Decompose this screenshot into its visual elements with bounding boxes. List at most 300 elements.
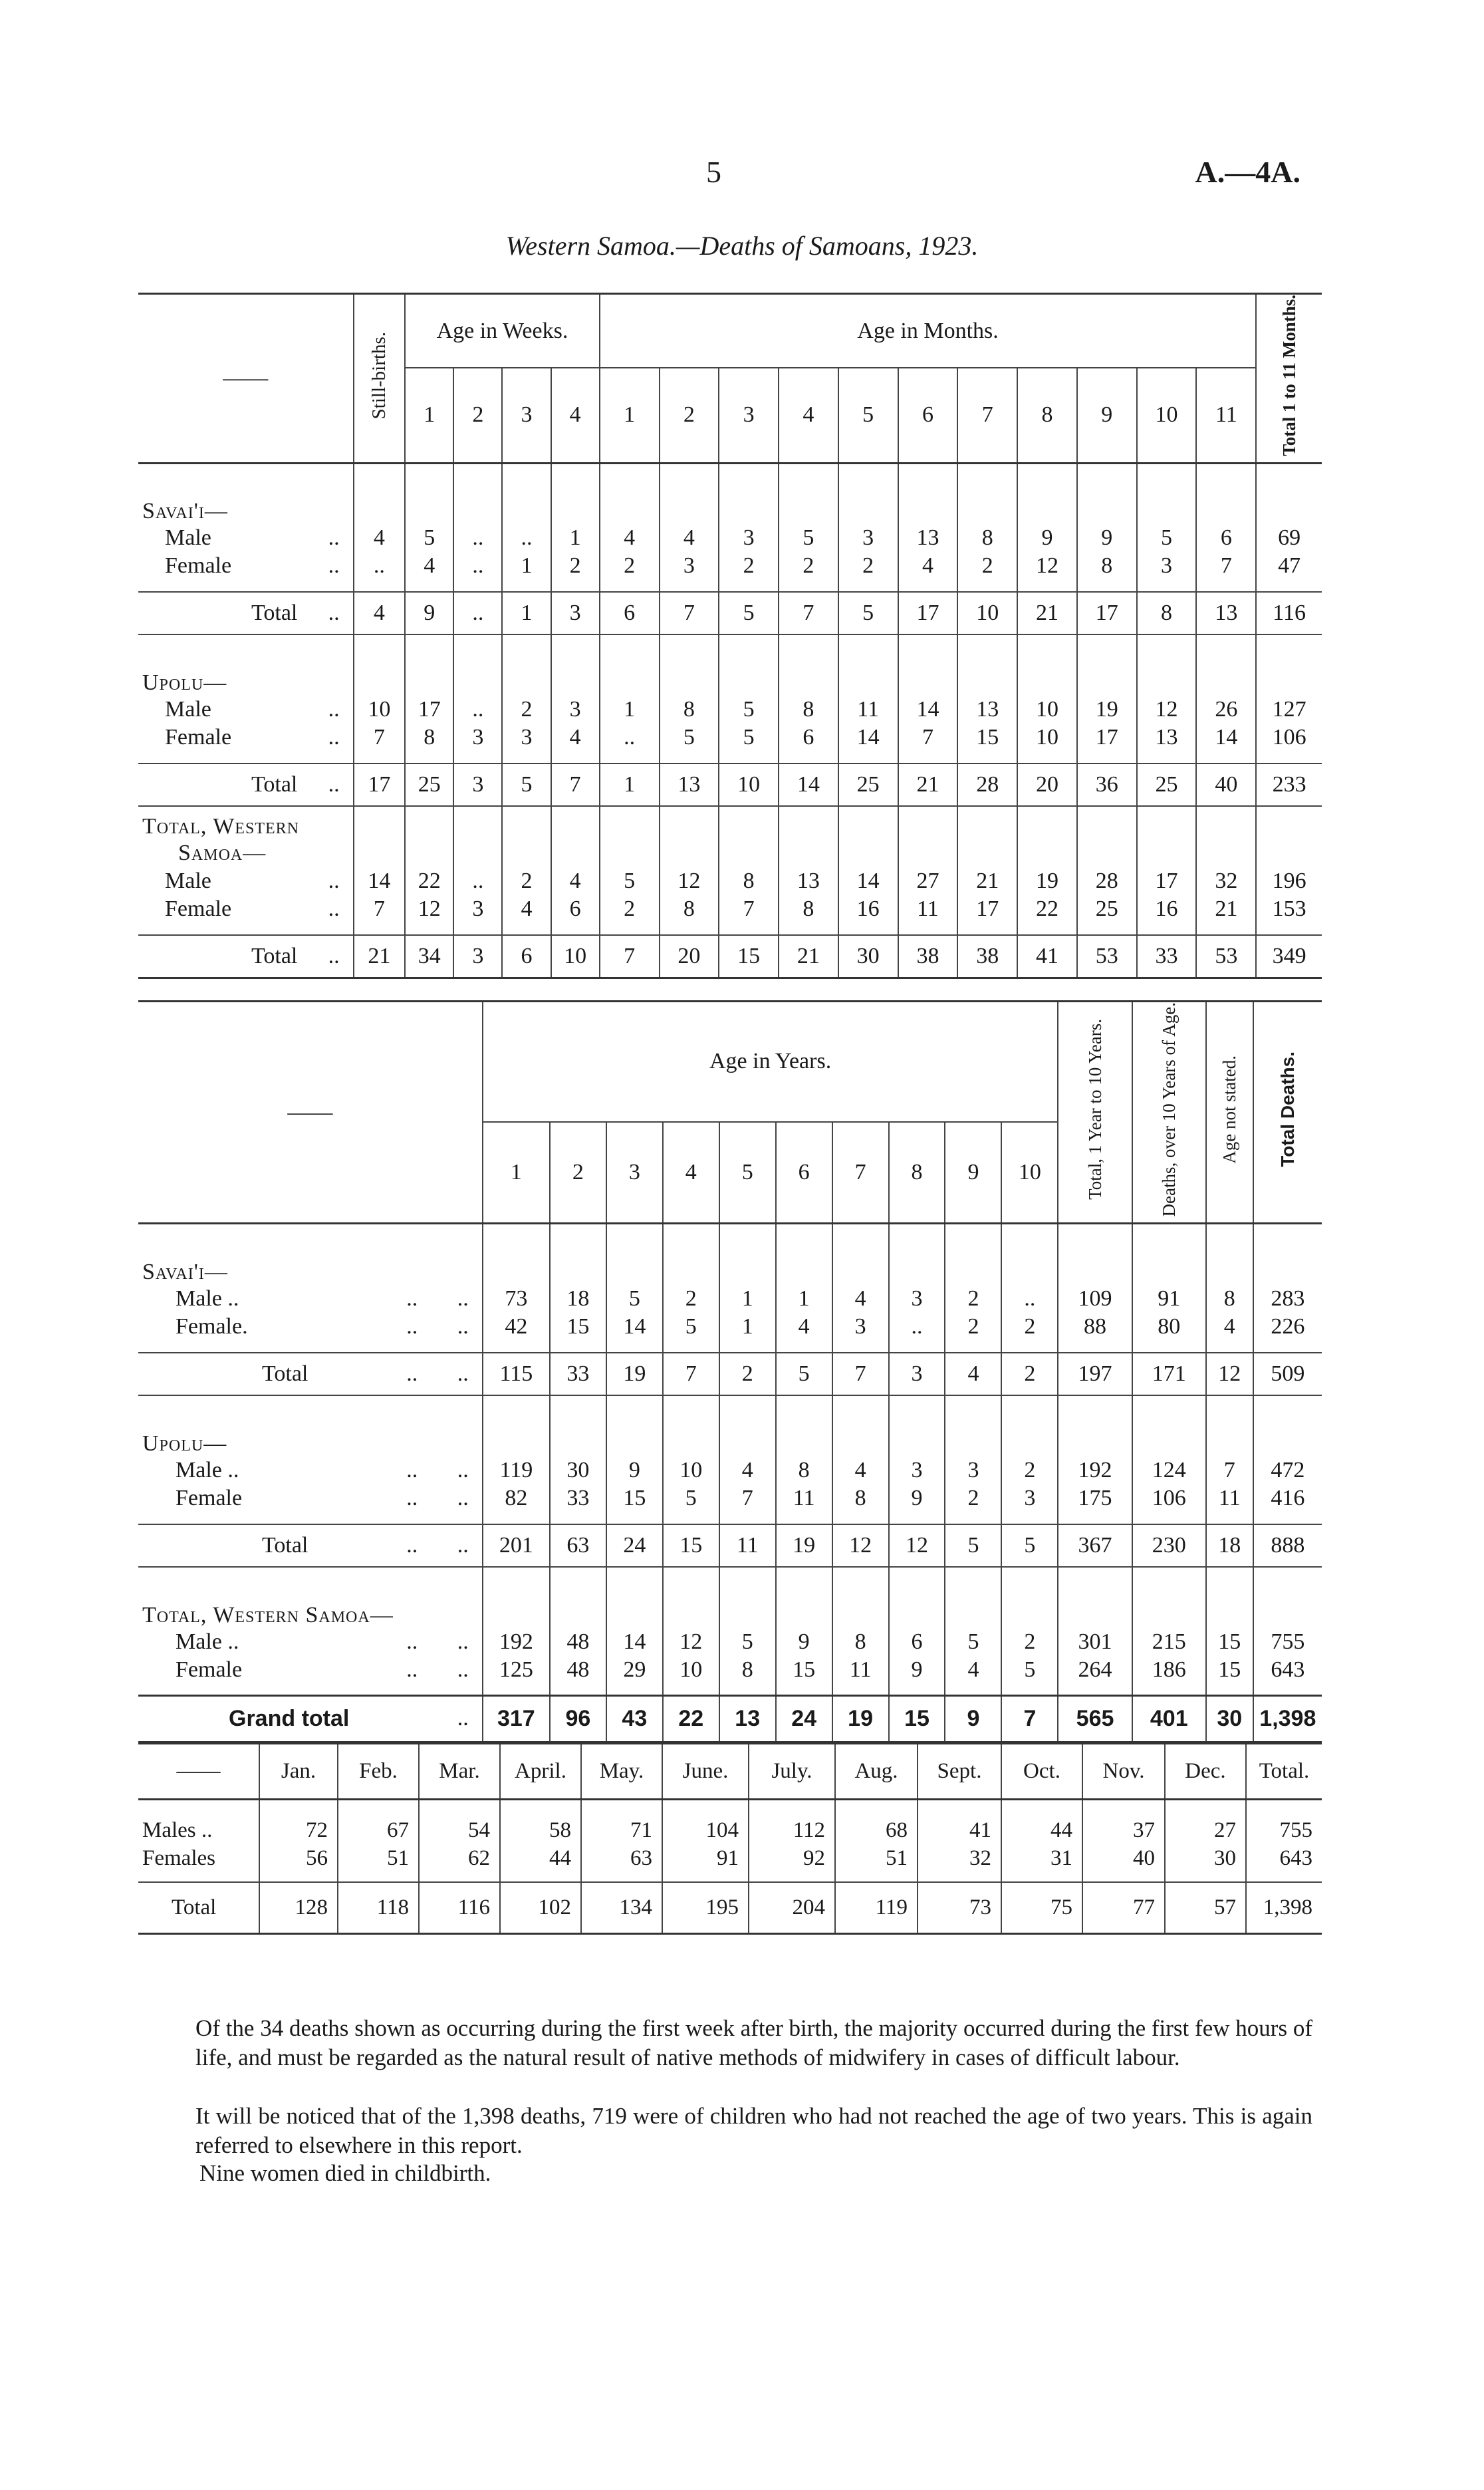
table-row [138, 895, 1322, 923]
spacer-cell [1082, 1873, 1165, 1882]
total-value-cell: 36 [1077, 763, 1137, 806]
value-cell: 1 [551, 524, 600, 552]
spacer-cell [663, 1512, 719, 1524]
table-row [138, 1656, 1322, 1684]
value-cell: .. [453, 867, 502, 895]
value-cell: 3 [1137, 552, 1197, 580]
year-col-header: 5 [719, 1122, 776, 1224]
value-cell: 3 [551, 696, 600, 724]
empty-cell [1017, 839, 1077, 867]
value-cell: 5 [405, 524, 453, 552]
value-cell: 48 [550, 1656, 606, 1684]
value-cell: 9 [1077, 524, 1137, 552]
empty-cell [779, 839, 838, 867]
spacer-cell [1132, 1684, 1206, 1696]
total-value-cell: 349 [1256, 935, 1322, 978]
value-cell: 4 [832, 1285, 889, 1313]
value-cell: 4 [1206, 1313, 1253, 1341]
value-cell: 8 [719, 1656, 776, 1684]
month-col-header: 3 [719, 368, 779, 463]
month-col-header: 1 [600, 368, 660, 463]
week-col-header: 2 [453, 368, 502, 463]
value-cell: 2 [551, 552, 600, 580]
value-cell: 5 [663, 1313, 719, 1341]
group-heading: Upolu— [142, 1431, 227, 1456]
value-cell: 11 [898, 895, 958, 923]
empty-cell [600, 806, 660, 839]
total-value-cell: 17 [1077, 592, 1137, 634]
value-cell: 2 [502, 867, 551, 895]
document-reference: A.—4A. [1195, 155, 1300, 189]
grand-total-value-cell: 24 [776, 1696, 832, 1742]
row-label-text: Male [165, 525, 211, 551]
total-value-cell: 11 [719, 1524, 776, 1567]
row-label-text: Female. [176, 1314, 248, 1339]
spacer-cell [832, 1512, 889, 1524]
spacer-cell [138, 1512, 483, 1524]
month-col-header: 7 [957, 368, 1017, 463]
total-row [138, 1353, 1322, 1395]
empty-cell [600, 463, 660, 524]
empty-cell [1058, 1395, 1132, 1456]
value-cell: 109 [1058, 1285, 1132, 1313]
spacer-cell [606, 1684, 663, 1696]
spacer-cell [1001, 1684, 1058, 1696]
value-cell: .. [502, 524, 551, 552]
value-cell: 63 [581, 1845, 662, 1873]
value-cell: 2 [957, 552, 1017, 580]
value-cell: 7 [1196, 552, 1256, 580]
empty-cell [483, 1395, 550, 1456]
value-cell: 11 [832, 1656, 889, 1684]
value-cell: 91 [1132, 1285, 1206, 1313]
value-cell: 3 [660, 552, 719, 580]
row-label [138, 867, 354, 895]
year-col-header: 10 [1001, 1122, 1058, 1224]
spacer-cell [835, 1873, 918, 1882]
row-label-text: Male [165, 697, 211, 722]
total-value-cell: 17 [898, 592, 958, 634]
leader-dots: .. [328, 601, 340, 626]
grand-total-value-cell: 96 [550, 1696, 606, 1742]
value-cell: 4 [502, 895, 551, 923]
spacer-cell [1206, 1512, 1253, 1524]
month-header: July. [749, 1744, 835, 1800]
spacer-cell [1082, 1800, 1165, 1817]
value-cell: 11 [838, 696, 898, 724]
empty-cell [1137, 634, 1197, 696]
spacer-cell [957, 752, 1017, 763]
total-value-cell: 116 [419, 1882, 500, 1934]
value-cell: 15 [606, 1484, 663, 1512]
value-cell: 68 [835, 1817, 918, 1845]
spacer-cell [581, 1873, 662, 1882]
value-cell: 3 [1001, 1484, 1058, 1512]
total-value-cell: 5 [1001, 1524, 1058, 1567]
total-value-cell: 115 [483, 1353, 550, 1395]
total-label [138, 592, 354, 634]
value-cell: 6 [779, 724, 838, 752]
deaths-by-age-weeks-months-table [138, 293, 1322, 979]
total-value-cell: .. [453, 592, 502, 634]
total-value-cell: 230 [1132, 1524, 1206, 1567]
spacer-cell [354, 923, 406, 935]
empty-cell [838, 806, 898, 839]
value-cell: 3 [453, 895, 502, 923]
age-in-weeks-header: Age in Weeks. [405, 294, 600, 368]
value-cell: 71 [581, 1817, 662, 1845]
total-value-cell: 3 [453, 763, 502, 806]
spacer-cell [1196, 580, 1256, 592]
row-label [138, 724, 354, 752]
value-cell: 14 [354, 867, 406, 895]
value-cell: 8 [776, 1456, 832, 1484]
value-cell: 215 [1132, 1628, 1206, 1656]
spacer-cell [259, 1800, 338, 1817]
value-cell: 8 [957, 524, 1017, 552]
value-cell: 17 [957, 895, 1017, 923]
empty-cell [945, 1567, 1001, 1628]
empty-cell [719, 806, 779, 839]
value-cell: 14 [838, 724, 898, 752]
total-value-cell: 119 [835, 1882, 918, 1934]
spacer-cell [483, 1341, 550, 1353]
total-value-cell: 4 [354, 592, 406, 634]
value-cell: 3 [838, 524, 898, 552]
empty-cell [719, 839, 779, 867]
value-cell: 124 [1132, 1456, 1206, 1484]
total-value-cell: 38 [898, 935, 958, 978]
total-value-cell: 24 [606, 1524, 663, 1567]
empty-cell [1253, 1224, 1322, 1285]
table-row [138, 1817, 1322, 1845]
year-col-header: 9 [945, 1122, 1001, 1224]
leader-dots: .. .. [406, 1457, 469, 1482]
empty-cell [1132, 1567, 1206, 1628]
value-cell: 21 [957, 867, 1017, 895]
spacer-cell [776, 1684, 832, 1696]
value-cell: 62 [419, 1845, 500, 1873]
spacer-cell [551, 580, 600, 592]
total-value-cell: 128 [259, 1882, 338, 1934]
value-cell: 54 [419, 1817, 500, 1845]
month-header: Sept. [918, 1744, 1001, 1800]
spacer-cell [1058, 1512, 1132, 1524]
value-cell: 472 [1253, 1456, 1322, 1484]
row-label-text: Male .. [176, 1286, 239, 1311]
total-value-cell: 17 [354, 763, 406, 806]
empty-cell [354, 839, 406, 867]
month-header: Aug. [835, 1744, 918, 1800]
value-cell: 7 [1206, 1456, 1253, 1484]
empty-cell [898, 839, 958, 867]
spacer-cell [551, 923, 600, 935]
spacer-cell [776, 1341, 832, 1353]
value-cell: 112 [749, 1817, 835, 1845]
empty-cell [1137, 463, 1197, 524]
empty-cell [606, 1224, 663, 1285]
spacer-cell [138, 580, 354, 592]
total-row [138, 1882, 1322, 1934]
total-value-cell: 2 [719, 1353, 776, 1395]
value-cell: 4 [776, 1313, 832, 1341]
value-cell: 226 [1253, 1313, 1322, 1341]
value-cell: 264 [1058, 1656, 1132, 1684]
total-value-cell: 15 [719, 935, 779, 978]
spacer-cell [832, 1684, 889, 1696]
year-col-header: 1 [483, 1122, 550, 1224]
total-value-cell: 77 [1082, 1882, 1165, 1934]
row-label-text: Female [176, 1657, 243, 1682]
value-cell: 175 [1058, 1484, 1132, 1512]
value-cell: 14 [898, 696, 958, 724]
spacer-cell [419, 1873, 500, 1882]
total-value-cell: 33 [550, 1353, 606, 1395]
stub-header: —— [287, 1099, 333, 1125]
month-col-header: 8 [1017, 368, 1077, 463]
grand-total-label [138, 1696, 483, 1742]
total-value-cell: 12 [889, 1524, 945, 1567]
empty-cell [889, 1395, 945, 1456]
total-value-cell: 1,398 [1246, 1882, 1322, 1934]
empty-cell [405, 634, 453, 696]
spacer-cell [600, 923, 660, 935]
empty-cell [1256, 839, 1322, 867]
value-cell: 1 [600, 696, 660, 724]
empty-cell [551, 806, 600, 839]
value-cell: 16 [838, 895, 898, 923]
spacer-cell [838, 752, 898, 763]
spacer-cell [1256, 752, 1322, 763]
spacer-cell [889, 1684, 945, 1696]
value-cell: 106 [1132, 1484, 1206, 1512]
total-row [138, 592, 1322, 634]
empty-cell [838, 463, 898, 524]
spacer-cell [918, 1873, 1001, 1882]
spacer-cell [138, 1684, 483, 1696]
spacer-cell [779, 752, 838, 763]
empty-cell [1206, 1567, 1253, 1628]
spacer-cell [719, 1341, 776, 1353]
value-cell: 3 [719, 524, 779, 552]
total-value-cell: 13 [1196, 592, 1256, 634]
total-label-text: Total [251, 601, 298, 626]
value-cell: 42 [483, 1313, 550, 1341]
row-label [138, 524, 354, 552]
leader-dots: .. .. [406, 1485, 469, 1510]
value-cell: 1 [502, 552, 551, 580]
value-cell: 58 [500, 1817, 581, 1845]
total-value-cell: 75 [1001, 1882, 1082, 1934]
spacer-cell [957, 923, 1017, 935]
empty-cell [1196, 463, 1256, 524]
spacer-cell [1001, 1873, 1082, 1882]
total-value-cell: 25 [405, 763, 453, 806]
empty-cell [483, 1567, 550, 1628]
value-cell: 416 [1253, 1484, 1322, 1512]
empty-cell [1256, 463, 1322, 524]
value-cell: 755 [1253, 1628, 1322, 1656]
value-cell: .. [889, 1313, 945, 1341]
value-cell: 196 [1256, 867, 1322, 895]
spacer-cell [749, 1800, 835, 1817]
value-cell: 301 [1058, 1628, 1132, 1656]
spacer-cell [483, 1684, 550, 1696]
row-label [138, 1456, 483, 1484]
value-cell: 17 [405, 696, 453, 724]
group-heading-cont: Samoa— [178, 841, 267, 866]
row-label-text: Female [165, 897, 232, 922]
leader-dots: .. .. [406, 1314, 469, 1339]
page-number: 5 [706, 155, 721, 189]
empty-cell [945, 1395, 1001, 1456]
page-title: Western Samoa.—Deaths of Samoans, 1923. [505, 231, 979, 261]
empty-cell [606, 1567, 663, 1628]
value-cell: 2 [945, 1313, 1001, 1341]
total-value-cell: 10 [719, 763, 779, 806]
empty-cell [1017, 806, 1077, 839]
empty-cell [889, 1224, 945, 1285]
total-value-cell: 25 [1137, 763, 1197, 806]
total-value-cell: 19 [606, 1353, 663, 1395]
value-cell: 2 [838, 552, 898, 580]
value-cell: 82 [483, 1484, 550, 1512]
spacer-cell [719, 752, 779, 763]
total-value-cell: 5 [945, 1524, 1001, 1567]
total-value-cell: 5 [502, 763, 551, 806]
spacer-cell [502, 923, 551, 935]
month-header: Oct. [1001, 1744, 1082, 1800]
total-value-cell: 40 [1196, 763, 1256, 806]
value-cell: 3 [889, 1285, 945, 1313]
empty-cell [660, 634, 719, 696]
value-cell: 3 [453, 724, 502, 752]
group-heading: Savai'i— [142, 499, 228, 524]
value-cell: 7 [719, 895, 779, 923]
month-header: Dec. [1165, 1744, 1246, 1800]
value-cell: 192 [483, 1628, 550, 1656]
empty-cell [1256, 806, 1322, 839]
spacer-cell [1077, 580, 1137, 592]
value-cell: 7 [898, 724, 958, 752]
row-label-text: Total [262, 1532, 309, 1558]
value-cell: 9 [606, 1456, 663, 1484]
month-col-header: 10 [1137, 368, 1197, 463]
spacer-cell [1017, 923, 1077, 935]
row-label-text: Female [165, 553, 232, 579]
total-value-cell: 5 [776, 1353, 832, 1395]
grand-total-value-cell: 43 [606, 1696, 663, 1742]
spacer-cell [1077, 923, 1137, 935]
spacer-cell [1256, 923, 1322, 935]
value-cell: 18 [550, 1285, 606, 1313]
value-cell: 643 [1246, 1845, 1322, 1873]
group-heading: Total, Western [142, 814, 299, 839]
value-cell: 2 [600, 895, 660, 923]
week-col-header: 4 [551, 368, 600, 463]
total-1-to-11-months-header: Total 1 to 11 Months. [1279, 295, 1299, 456]
value-cell: 15 [957, 724, 1017, 752]
value-cell: 44 [500, 1845, 581, 1873]
total-value-cell: 6 [502, 935, 551, 978]
total-value-cell: 9 [405, 592, 453, 634]
grand-total-value-cell: 19 [832, 1696, 889, 1742]
total-value-cell: 21 [1017, 592, 1077, 634]
grand-total-value-cell: 317 [483, 1696, 550, 1742]
row-label [138, 1313, 483, 1341]
week-col-header: 1 [405, 368, 453, 463]
stub-header: —— [223, 365, 269, 390]
value-cell: 4 [898, 552, 958, 580]
value-cell: 5 [719, 1628, 776, 1656]
total-value-cell: 12 [1206, 1353, 1253, 1395]
month-header: Total. [1246, 1744, 1322, 1800]
grand-total-value-cell: 1,398 [1253, 1696, 1322, 1742]
value-cell: 29 [606, 1656, 663, 1684]
value-cell: 5 [600, 867, 660, 895]
spacer-cell [1137, 752, 1197, 763]
row-label: Females [142, 1846, 215, 1870]
spacer-cell [606, 1512, 663, 1524]
spacer-cell [662, 1800, 749, 1817]
empty-cell [663, 1224, 719, 1285]
total-value-cell: 38 [957, 935, 1017, 978]
empty-cell [1077, 463, 1137, 524]
spacer-cell [889, 1512, 945, 1524]
empty-cell [1077, 806, 1137, 839]
value-cell: 7 [354, 895, 406, 923]
value-cell: 6 [551, 895, 600, 923]
spacer-cell [898, 752, 958, 763]
total-1-to-10-years-header: Total, 1 Year to 10 Years. [1084, 1019, 1105, 1200]
empty-cell [405, 839, 453, 867]
value-cell: 4 [600, 524, 660, 552]
month-header: May. [581, 1744, 662, 1800]
month-col-header: 2 [660, 368, 719, 463]
value-cell: 4 [719, 1456, 776, 1484]
row-label [138, 1484, 483, 1512]
empty-cell [1017, 634, 1077, 696]
value-cell: 17 [1077, 724, 1137, 752]
table-row [138, 1313, 1322, 1341]
year-col-header: 3 [606, 1122, 663, 1224]
value-cell: 9 [1017, 524, 1077, 552]
grand-total-value-cell: 30 [1206, 1696, 1253, 1742]
value-cell: 19 [1017, 867, 1077, 895]
value-cell: 7 [719, 1484, 776, 1512]
total-value-cell: 102 [500, 1882, 581, 1934]
total-value-cell: 367 [1058, 1524, 1132, 1567]
empty-cell [1253, 1567, 1322, 1628]
empty-cell [832, 1567, 889, 1628]
empty-cell [838, 839, 898, 867]
value-cell: 5 [1137, 524, 1197, 552]
spacer-cell [945, 1684, 1001, 1696]
total-value-cell: 7 [832, 1353, 889, 1395]
spacer-cell [502, 752, 551, 763]
total-value-cell: 57 [1165, 1882, 1246, 1934]
total-value-cell: 30 [838, 935, 898, 978]
total-value-cell: 888 [1253, 1524, 1322, 1567]
empty-cell [719, 463, 779, 524]
total-value-cell: 7 [663, 1353, 719, 1395]
empty-cell [1256, 634, 1322, 696]
grand-total-value-cell: 15 [889, 1696, 945, 1742]
value-cell: 4 [551, 724, 600, 752]
value-cell: 10 [663, 1656, 719, 1684]
value-cell: 32 [1196, 867, 1256, 895]
value-cell: 2 [1001, 1628, 1058, 1656]
